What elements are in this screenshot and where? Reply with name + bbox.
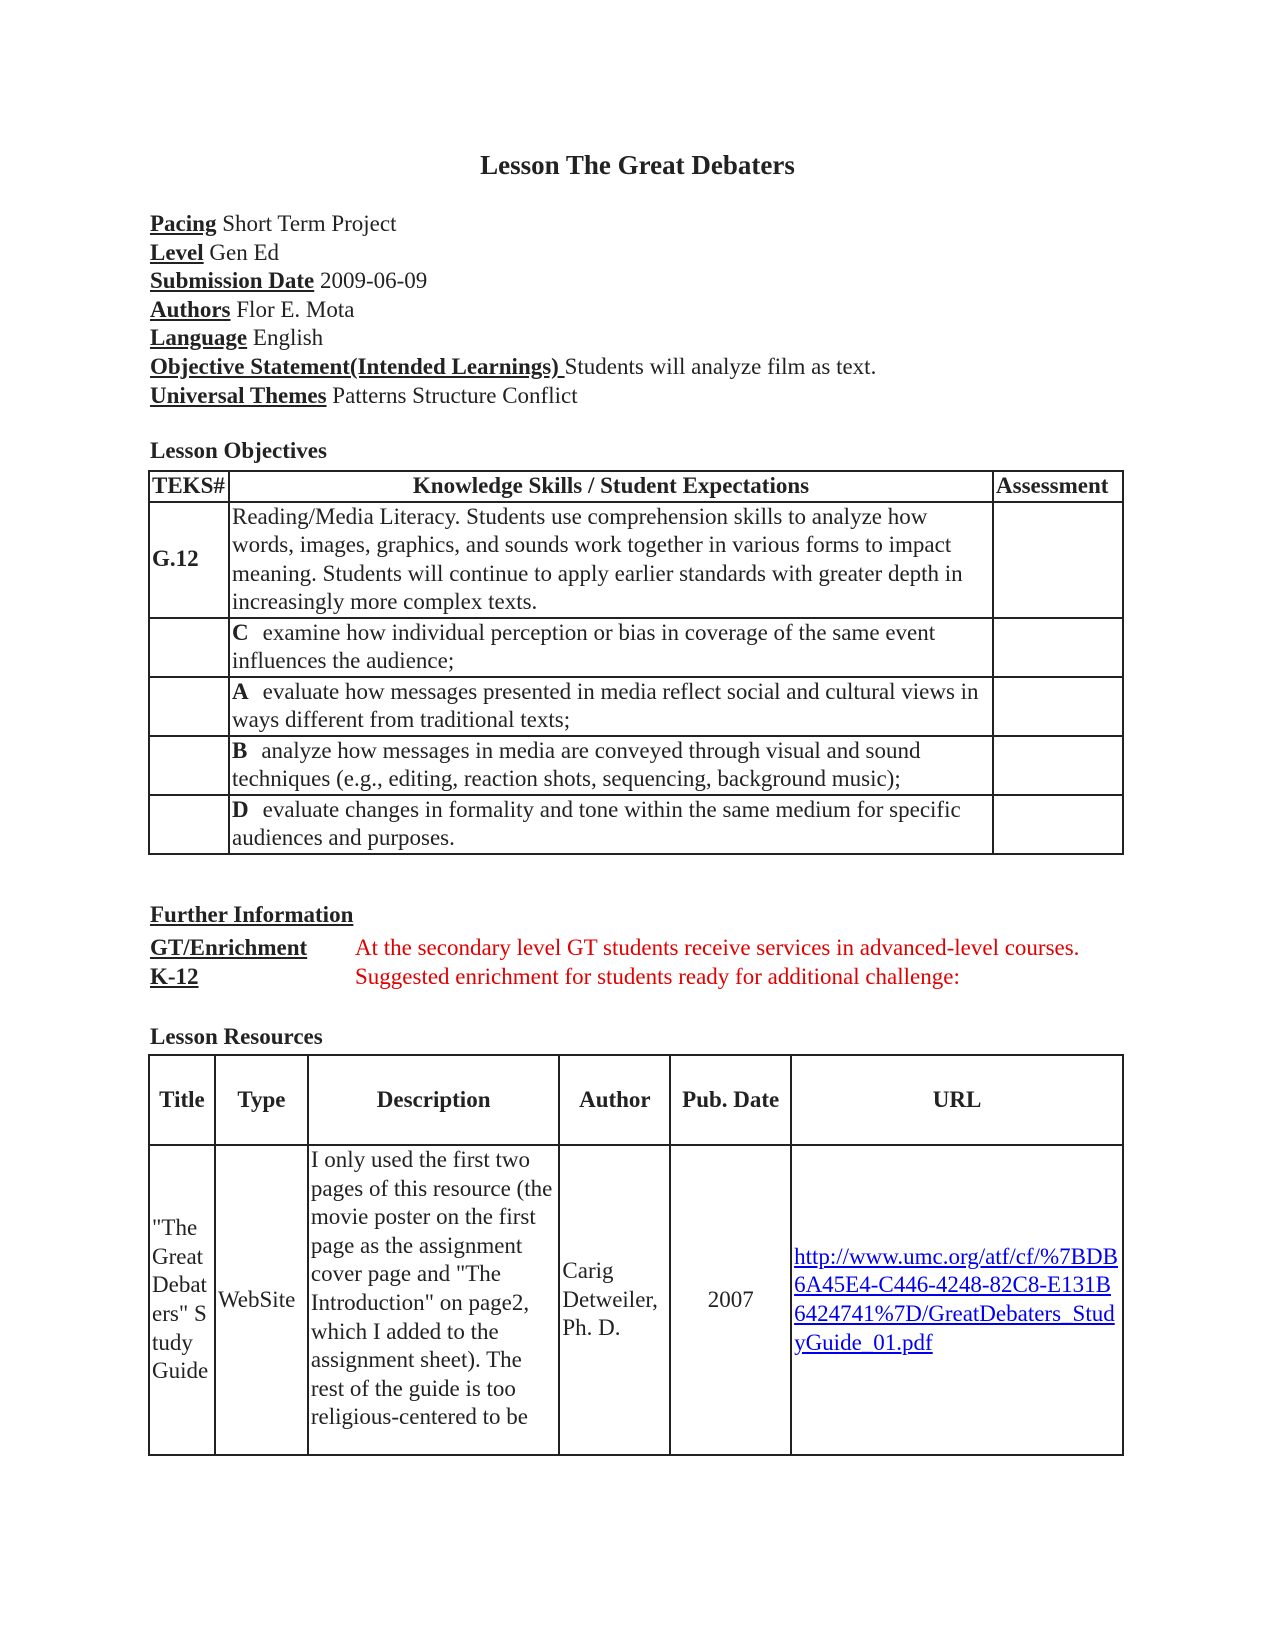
table-row [149, 618, 1123, 677]
lesson-metadata [150, 210, 876, 410]
meta-language [150, 324, 876, 353]
table-row [149, 677, 1123, 736]
meta-value: Students will analyze film as text. [564, 353, 877, 379]
meta-value: Patterns Structure Conflict [326, 382, 578, 408]
author-header: Author [559, 1055, 670, 1145]
meta-level [150, 239, 876, 268]
meta-label: Pacing [150, 211, 217, 236]
meta-label: Objective Statement(Intended Learnings) [150, 353, 565, 379]
assessment-cell [993, 795, 1123, 854]
teks-header: TEKS# [149, 471, 229, 502]
lesson-resources-heading: Lesson Resources [150, 1024, 323, 1049]
title-header: Title [149, 1055, 215, 1145]
type-header: Type [215, 1055, 308, 1145]
knowledge-cell [229, 618, 993, 677]
lesson-resources-table [148, 1054, 1124, 1456]
meta-value: Flor E. Mota [230, 296, 355, 322]
resource-pub-date-cell: 2007 [670, 1145, 791, 1455]
gt-enrichment-label: GT/Enrichment K-12 [150, 935, 308, 989]
meta-label: Universal Themes [150, 382, 327, 408]
page-title: Lesson The Great Debaters [480, 150, 795, 180]
meta-label: Level [150, 239, 204, 265]
meta-universal-themes [150, 382, 876, 411]
pub-date-header: Pub. Date [670, 1055, 791, 1145]
expectation-text: analyze how messages in media are conveyed through visual and sound techniques (e.g., editing, reaction shots, sequencing, background music); [231, 737, 921, 791]
expectation-code: B [231, 737, 248, 763]
meta-label: Authors [150, 296, 231, 322]
resource-url-link[interactable]: http://www.umc.org/atf/cf/%7BDB6A45E4-C446-4248-82C8-E131B6424741%7D/GreatDebaters_StudyGuide_01.pdf [794, 1243, 1118, 1355]
description-header: Description [308, 1055, 560, 1145]
teks-cell: G.12 [149, 502, 229, 618]
teks-cell [149, 736, 229, 795]
resource-author-cell: Carig Detweiler, Ph. D. [559, 1145, 670, 1455]
expectation-text: examine how individual perception or bias in coverage of the same event influences the audience; [231, 619, 936, 673]
expectation-code: C [231, 619, 249, 645]
table-row [149, 795, 1123, 854]
meta-value: English [247, 325, 324, 351]
expectation-code: D [231, 796, 249, 822]
assessment-cell [993, 677, 1123, 736]
table-row [149, 736, 1123, 795]
meta-authors [150, 296, 876, 325]
meta-value: 2009-06-09 [314, 268, 428, 294]
resource-url-cell [791, 1145, 1123, 1455]
knowledge-cell [229, 677, 993, 736]
meta-value: Gen Ed [203, 239, 280, 265]
meta-submission-date [150, 267, 876, 296]
expectation-code: A [231, 678, 249, 704]
assessment-cell [993, 502, 1123, 618]
resource-type-cell: WebSite [215, 1145, 308, 1455]
assessment-header: Assessment [993, 471, 1123, 502]
meta-label: Submission Date [150, 268, 315, 294]
gt-enrichment-text: At the secondary level GT students receive services in advanced-level courses. Suggested enrichment for students ready for additional challenge: [355, 935, 1080, 989]
assessment-cell [993, 736, 1123, 795]
knowledge-cell [229, 795, 993, 854]
resource-description-cell [308, 1145, 560, 1455]
teks-cell [149, 618, 229, 677]
description-text: I only used the first two pages of this resource (the movie poster on the first page as the assignment cover page and "The Introduction" on page2, which I added to the assignment sheet). The rest of the guide is too religious-centered to be [310, 1147, 553, 1430]
teks-cell [149, 677, 229, 736]
meta-objective-statement [150, 353, 876, 382]
table-header-row [149, 1055, 1123, 1145]
assessment-cell [993, 618, 1123, 677]
meta-value: Short Term Project [216, 211, 397, 236]
knowledge-header: Knowledge Skills / Student Expectations [229, 471, 993, 502]
lesson-objectives-heading: Lesson Objectives [150, 438, 327, 463]
expectation-text: evaluate changes in formality and tone within the same medium for specific audiences and purposes. [231, 796, 961, 850]
url-header: URL [791, 1055, 1123, 1145]
knowledge-cell [229, 736, 993, 795]
meta-pacing [150, 210, 876, 239]
table-row [149, 502, 1123, 618]
resource-title-cell: "The Great Debaters" Study Guide [149, 1145, 215, 1455]
meta-label: Language [150, 325, 248, 351]
expectation-text: evaluate how messages presented in media reflect social and cultural views in ways different from traditional texts; [231, 678, 979, 732]
table-header-row [149, 471, 1123, 502]
expectation-text: Reading/Media Literacy. Students use comprehension skills to analyze how words, images, graphics, and sounds work together in various forms to impact meaning. Students will continue to apply earlier standards with greater depth in increasingly more complex texts. [231, 503, 963, 614]
lesson-objectives-table [148, 470, 1124, 855]
teks-cell [149, 795, 229, 854]
table-row [149, 1145, 1123, 1455]
knowledge-cell [229, 502, 993, 618]
further-information-heading: Further Information [150, 902, 354, 927]
